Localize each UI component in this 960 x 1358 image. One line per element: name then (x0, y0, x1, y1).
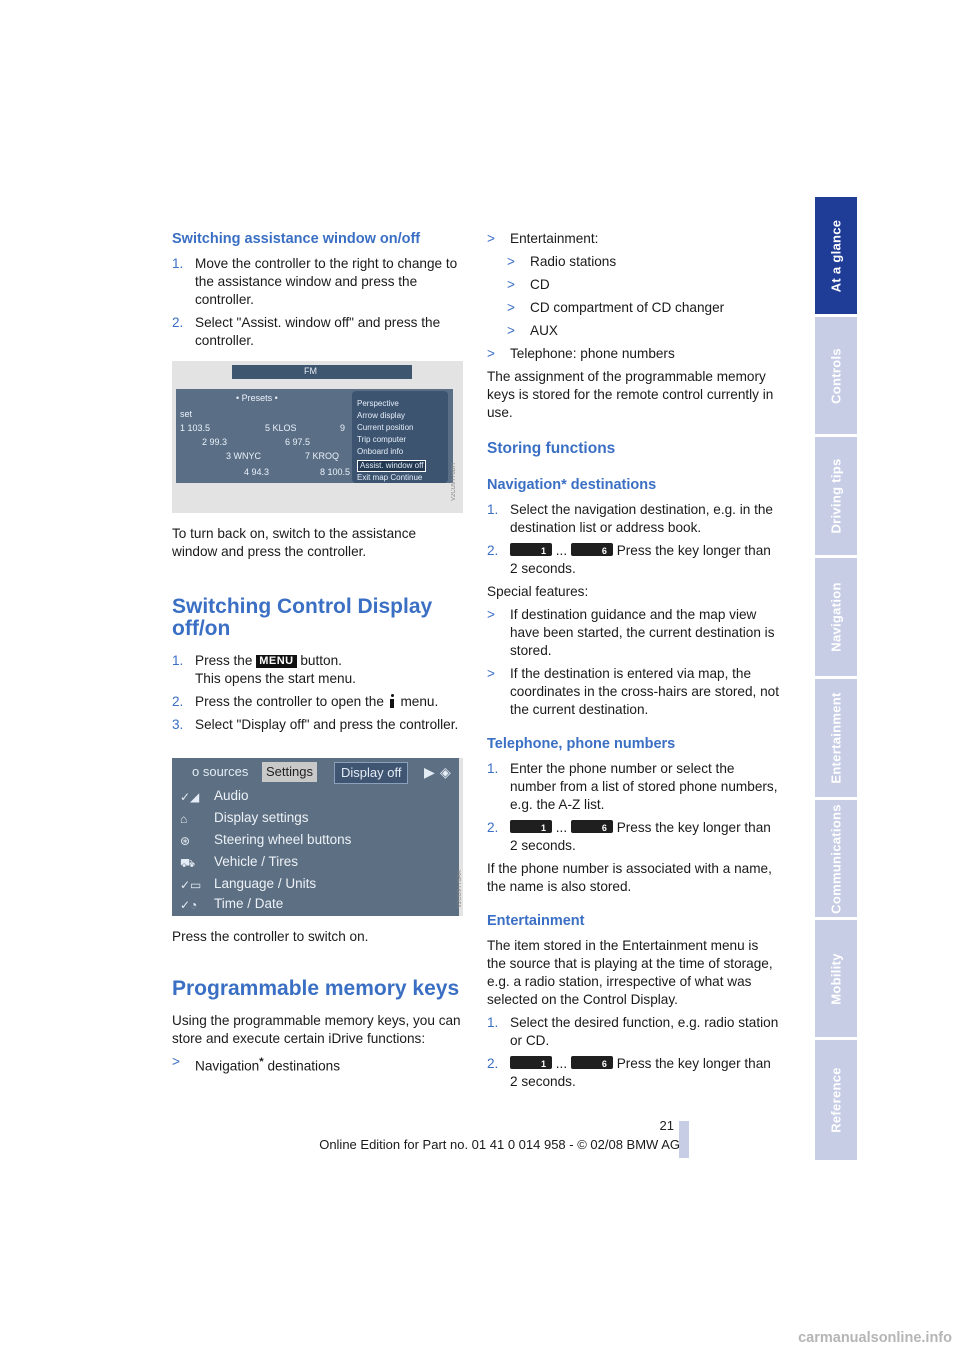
settings-tabs (172, 762, 459, 782)
tab-entertainment[interactable]: Entertainment (815, 679, 857, 800)
tel-step-1: 1. Enter the phone number or select the number from a list of stored phone numbers, e.g. the A-Z list. (487, 761, 778, 812)
item-vehicle-tires: Vehicle / Tires (214, 854, 299, 869)
assist-step-1: 1. Move the controller to the right to change to the assistance window and press the controller. (172, 256, 458, 307)
heading-memory-keys: Programmable memory keys (172, 977, 460, 1000)
special-bullet-2: > If the destination is entered via map, the coordinates in the cross-hairs are stored, not the current destination. (487, 666, 779, 717)
menu-trip-computer: Trip computer (357, 435, 407, 444)
sub-cd-changer: > CD compartment of CD changer (507, 300, 725, 315)
key-6-icon: 6 (571, 820, 613, 833)
memory-section (172, 978, 464, 1081)
tuner-bar: FM (232, 365, 412, 379)
heading-storing: Storing functions (487, 440, 616, 457)
display-after: Press the controller to switch on. (172, 929, 369, 944)
menu-exit-map: Exit map Continue (357, 473, 423, 482)
image-code: V2CU9T76AA (457, 870, 463, 908)
tab-navigation[interactable]: Navigation (815, 558, 857, 679)
memory-intro: Using the programmable memory keys, you can store and execute certain iDrive functions: (172, 1013, 461, 1046)
sub-aux: > AUX (507, 323, 558, 338)
display-step-3: 3. Select "Display off" and press the controller. (172, 717, 459, 732)
tab-settings: Settings (262, 762, 317, 782)
arrow-icon: ▶ (424, 764, 435, 780)
vehicle-icon: ⛟ (180, 856, 196, 870)
assist-step-2: 2. Select "Assist. window off" and press the controller. (172, 315, 441, 348)
audio-icon: ✓◢ (180, 790, 200, 804)
preset-row-2: 2 99.3 6 97.5 (202, 437, 311, 447)
display-step-1: 1. Press the MENU button. This opens the start menu. (172, 653, 356, 686)
controller-icon: ◈ (440, 764, 451, 780)
settings-menu-screenshot (172, 758, 463, 916)
menu-assist-window-off: Assist. window off (357, 460, 426, 472)
item-display-settings: Display settings (214, 810, 309, 825)
menu-arrow-display: Arrow display (357, 411, 406, 420)
menu-perspective: Perspective (357, 399, 399, 408)
item-language-units: Language / Units (214, 876, 317, 891)
chapter-tabs (815, 197, 857, 1160)
image-code: V2CU9T76BH (451, 462, 457, 501)
watermark: carmanualsonline.info (798, 1330, 952, 1346)
sub-cd: > CD (507, 277, 550, 292)
tab-reference[interactable]: Reference (815, 1040, 857, 1160)
key-1-icon: 1 (510, 1056, 552, 1069)
key-6-icon: 6 (571, 543, 613, 556)
heading-assist-window: Switching assistance window on/off (172, 231, 421, 247)
ent-step-1: 1. Select the desired function, e.g. radio station or CD. (487, 1015, 779, 1048)
menu-onboard-info: Onboard info (357, 447, 404, 456)
tab-driving-tips[interactable]: Driving tips (815, 437, 857, 558)
bullet-entertainment: > Entertainment: (487, 231, 599, 246)
steering-wheel-icon: ⊛ (180, 834, 191, 848)
edition-line: Online Edition for Part no. 01 41 0 014 958 - © 02/08 BMW AG (319, 1137, 680, 1152)
info-icon (388, 694, 397, 708)
tel-after: If the phone number is associated with a name, the name is also stored. (487, 861, 772, 894)
display-settings-icon: ⌂ (180, 812, 188, 826)
nav-step-1: 1. Select the navigation destination, e.g. in the destination list or address book. (487, 502, 773, 535)
display-step-2: 2. Press the controller to open the menu. (172, 694, 439, 709)
heading-nav-destinations: Navigation* destinations (487, 477, 657, 493)
key-1-icon: 1 (510, 543, 552, 556)
tel-step-2: 2. 1 ... 6 Press the key longer than 2 seconds. (487, 820, 771, 853)
bullet-telephone: > Telephone: phone numbers (487, 346, 675, 361)
nav-step-2: 2. 1 ... 6 Press the key longer than 2 seconds. (487, 543, 771, 576)
settings-screen (172, 758, 459, 916)
special-bullet-1: > If destination guidance and the map view have been started, the current destination is stored. (487, 607, 775, 658)
assignment-text: The assignment of the programmable memory keys is stored for the remote control currently in use. (487, 369, 774, 420)
heading-entertainment: Entertainment (487, 913, 585, 929)
tab-controls[interactable]: Controls (815, 317, 857, 437)
right-column (487, 230, 779, 1096)
key-6-icon: 6 (571, 1056, 613, 1069)
item-audio: Audio (214, 788, 249, 803)
presets-label: • Presets • (236, 393, 278, 403)
footer-bar (679, 1121, 689, 1158)
entertainment-text: The item stored in the Entertainment menu is the source that is playing at the time of storage, e.g. a radio station, irrespective of what was selected on the Control Display. (487, 938, 773, 1007)
menu-button-icon: MENU (256, 655, 296, 668)
tab-communications[interactable]: Communications (815, 800, 857, 920)
tab-sources: o sources (192, 764, 249, 779)
tab-at-a-glance[interactable]: At a glance (815, 197, 857, 317)
preset-row-1: 1 103.5 5 KLOS 9 (180, 423, 346, 433)
sub-radio: > Radio stations (507, 254, 617, 269)
heading-display-off: Switching Control Display off/on (172, 595, 433, 640)
left-column (172, 230, 464, 355)
memory-bullet-navigation: > Navigation* destinations (172, 1054, 340, 1074)
preset-row-4: 4 94.3 8 100.5 (244, 467, 351, 477)
preset-row-3: 3 WNYC 7 KROQ (226, 451, 340, 461)
item-time-date: Time / Date (214, 896, 284, 911)
tab-mobility[interactable]: Mobility (815, 920, 857, 1040)
item-steering-wheel-buttons: Steering wheel buttons (214, 832, 352, 847)
display-section (172, 596, 464, 739)
ent-step-2: 2. 1 ... 6 Press the key longer than 2 seconds. (487, 1056, 771, 1089)
clock-icon: ✓◔ (180, 898, 198, 912)
assist-after: To turn back on, switch to the assistance window and press the controller. (172, 526, 417, 559)
assistance-window-screenshot (172, 361, 463, 513)
language-icon: ✓▭ (180, 878, 202, 892)
tab-display-off: Display off (334, 762, 408, 784)
menu-current-position: Current position (357, 423, 414, 432)
key-1-icon: 1 (510, 820, 552, 833)
page-number: 21 (659, 1118, 674, 1133)
assistance-menu (352, 391, 448, 483)
set-label: set (180, 409, 193, 419)
heading-telephone: Telephone, phone numbers (487, 736, 676, 752)
special-features: Special features: (487, 584, 589, 599)
